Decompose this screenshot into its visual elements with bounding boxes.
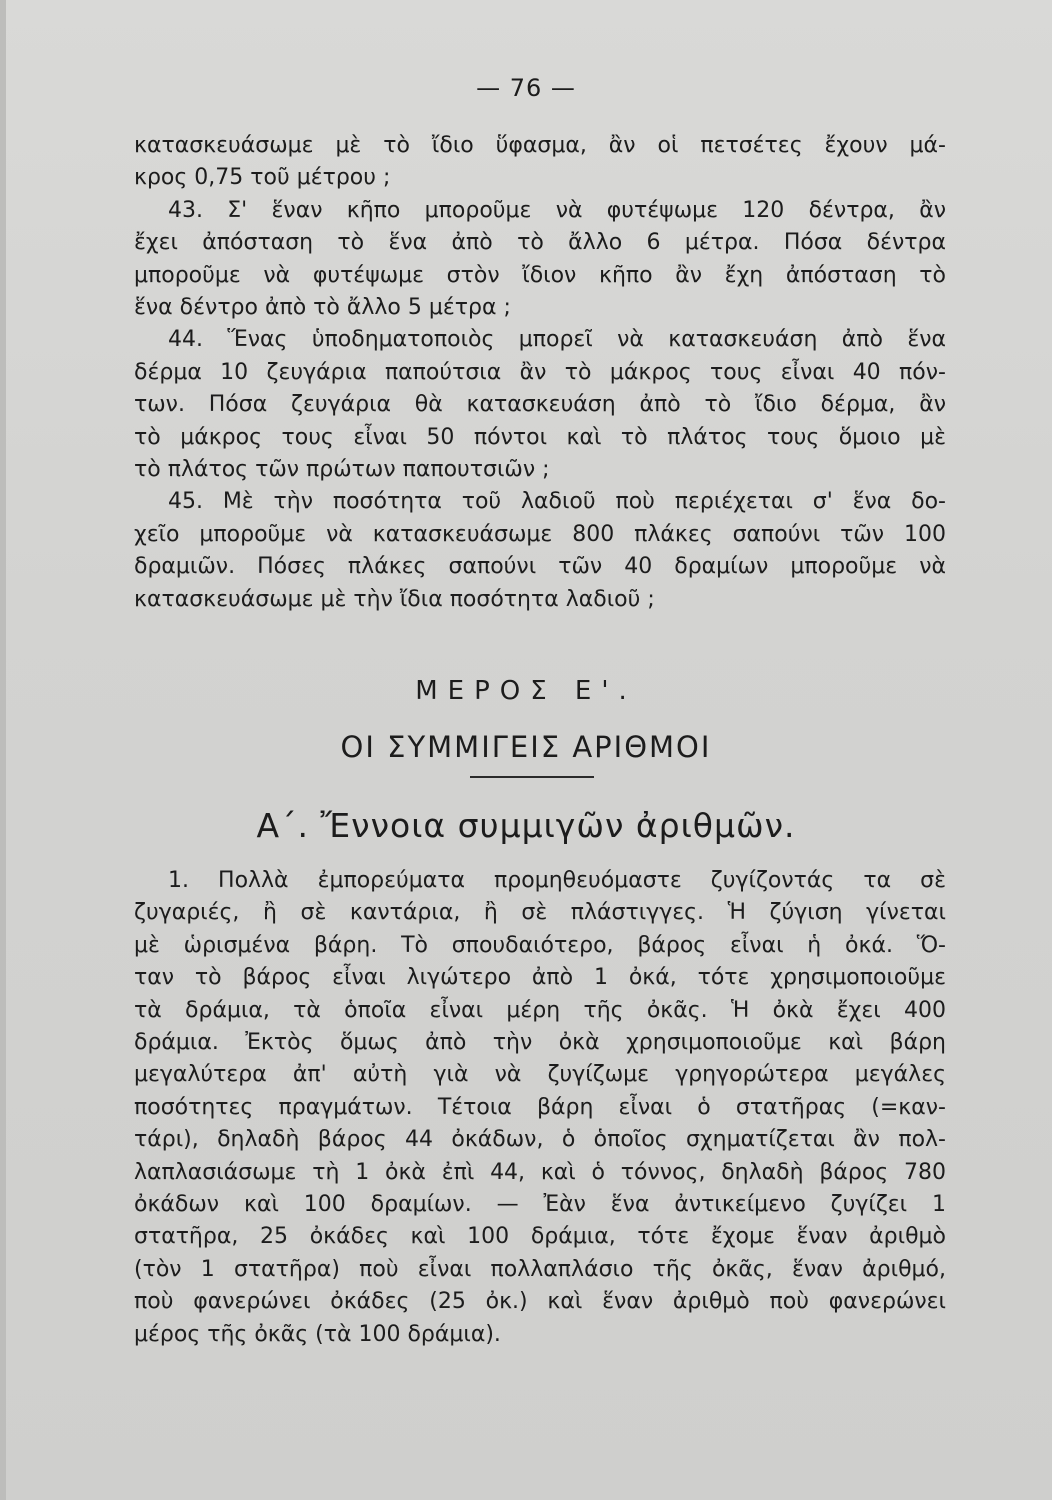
text-line: ἕνα δέντρο ἀπὸ τὸ ἄλλο 5 μέτρα ;	[134, 295, 511, 321]
page-number: — 76 —	[476, 74, 576, 102]
text-line: μεγαλύτερα ἀπ' αὐτὴ γιὰ νὰ ζυγίζωμε γρηγορώτερα μεγάλες	[134, 1062, 946, 1088]
text-line: τὸ μάκρος τους εἶναι 50 πόντοι καὶ τὸ πλάτος τους ὅμοιο μὲ	[134, 424, 946, 450]
section-heading: Α΄. Ἔννοια συμμιγῶν ἀριθμῶν.	[256, 806, 796, 845]
text-line: τάρι), δηλαδὴ βάρος 44 ὀκάδων, ὁ ὁποῖος σχηματίζεται ἂν πολ-	[134, 1127, 946, 1153]
part-title: ΟΙ ΣΥΜΜΙΓΕΙΣ ΑΡΙΘΜΟΙ	[340, 730, 712, 764]
text-line: ἔχει ἀπόσταση τὸ ἕνα ἀπὸ τὸ ἄλλο 6 μέτρα. Πόσα δέντρα	[134, 230, 946, 256]
part-heading: ΜΕΡΟΣ Ε'.	[415, 676, 637, 706]
title-underline-divider	[470, 776, 594, 778]
text-line: ζυγαριές, ἢ σὲ καντάρια, ἢ σὲ πλάστιγγες. Ἡ ζύγιση γίνεται	[134, 900, 946, 926]
text-line: μὲ ὡρισμένα βάρη. Τὸ σπουδαιότερο, βάρος εἶναι ἡ ὀκά. Ὅ-	[134, 932, 946, 958]
body-text-block	[134, 865, 946, 1351]
paragraph-1-line: 1. Πολλὰ ἐμπορεύματα προμηθευόμαστε ζυγίζοντάς τα σὲ	[168, 868, 946, 893]
text-line: των. Πόσα ζευγάρια θὰ κατασκευάση ἀπὸ τὸ ἴδιο δέρμα, ἂν	[134, 392, 946, 418]
text-line: ταν τὸ βάρος εἶναι λιγώτερο ἀπὸ 1 ὀκά, τότε χρησιμοποιοῦμε	[134, 965, 946, 991]
exercises-text-block	[134, 130, 946, 616]
text-line: στατῆρα, 25 ὀκάδες καὶ 100 δράμια, τότε ἔχομε ἕναν ἀριθμὸ	[134, 1224, 946, 1250]
text-line: δέρμα 10 ζευγάρια παπούτσια ἂν τὸ μάκρος τους εἶναι 40 πόν-	[134, 359, 946, 385]
text-line: μέρος τῆς ὀκᾶς (τὰ 100 δράμια).	[134, 1321, 501, 1347]
text-line: μποροῦμε νὰ φυτέψωμε στὸν ἴδιον κῆπο ἂν ἔχη ἀπόσταση τὸ	[134, 262, 946, 288]
text-line: ποὺ φανερώνει ὀκάδες (25 ὀκ.) καὶ ἕναν ἀριθμὸ ποὺ φανερώνει	[134, 1289, 946, 1315]
text-line: ὀκάδων καὶ 100 δραμίων. — Ἐὰν ἕνα ἀντικείμενο ζυγίζει 1	[134, 1192, 946, 1218]
text-line: κρος 0,75 τοῦ μέτρου ;	[134, 165, 391, 191]
text-line: λαπλασιάσωμε τὴ 1 ὀκὰ ἐπὶ 44, καὶ ὁ τόννος, δηλαδὴ βάρος 780	[134, 1159, 946, 1185]
text-line: χεῖο μποροῦμε νὰ κατασκευάσωμε 800 πλάκες σαπούνι τῶν 100	[134, 521, 946, 547]
text-line: κατασκευάσωμε μὲ τὸ ἴδιο ὕφασμα, ἂν οἱ πετσέτες ἔχουν μά-	[134, 133, 946, 158]
text-line: (τὸν 1 στατῆρα) ποὺ εἶναι πολλαπλάσιο τῆς ὀκᾶς, ἕναν ἀριθμό,	[134, 1256, 946, 1282]
exercise-44-line: 44. Ἕνας ὑποδηματοποιὸς μπορεῖ νὰ κατασκευάση ἀπὸ ἕνα	[168, 327, 946, 353]
text-line: τὸ πλάτος τῶν πρώτων παπουτσιῶν ;	[134, 457, 550, 483]
text-line: κατασκευάσωμε μὲ τὴν ἴδια ποσότητα λαδιοῦ ;	[134, 586, 655, 612]
text-line: τὰ δράμια, τὰ ὁποῖα εἶναι μέρη τῆς ὀκᾶς. Ἡ ὀκὰ ἔχει 400	[134, 997, 946, 1023]
exercise-45-line: 45. Μὲ τὴν ποσότητα τοῦ λαδιοῦ ποὺ περιέχεται σ' ἕνα δο-	[168, 489, 946, 515]
exercise-43-line: 43. Σ' ἕναν κῆπο μποροῦμε νὰ φυτέψωμε 120 δέντρα, ἂν	[168, 197, 946, 223]
text-line: ποσότητες πραγμάτων. Τέτοια βάρη εἶναι ὁ στατῆρας (=καν-	[134, 1094, 946, 1120]
text-line: δραμιῶν. Πόσες πλάκες σαπούνι τῶν 40 δραμίων μποροῦμε νὰ	[134, 554, 946, 580]
text-line: δράμια. Ἐκτὸς ὅμως ἀπὸ τὴν ὀκὰ χρησιμοποιοῦμε καὶ βάρη	[134, 1030, 946, 1056]
